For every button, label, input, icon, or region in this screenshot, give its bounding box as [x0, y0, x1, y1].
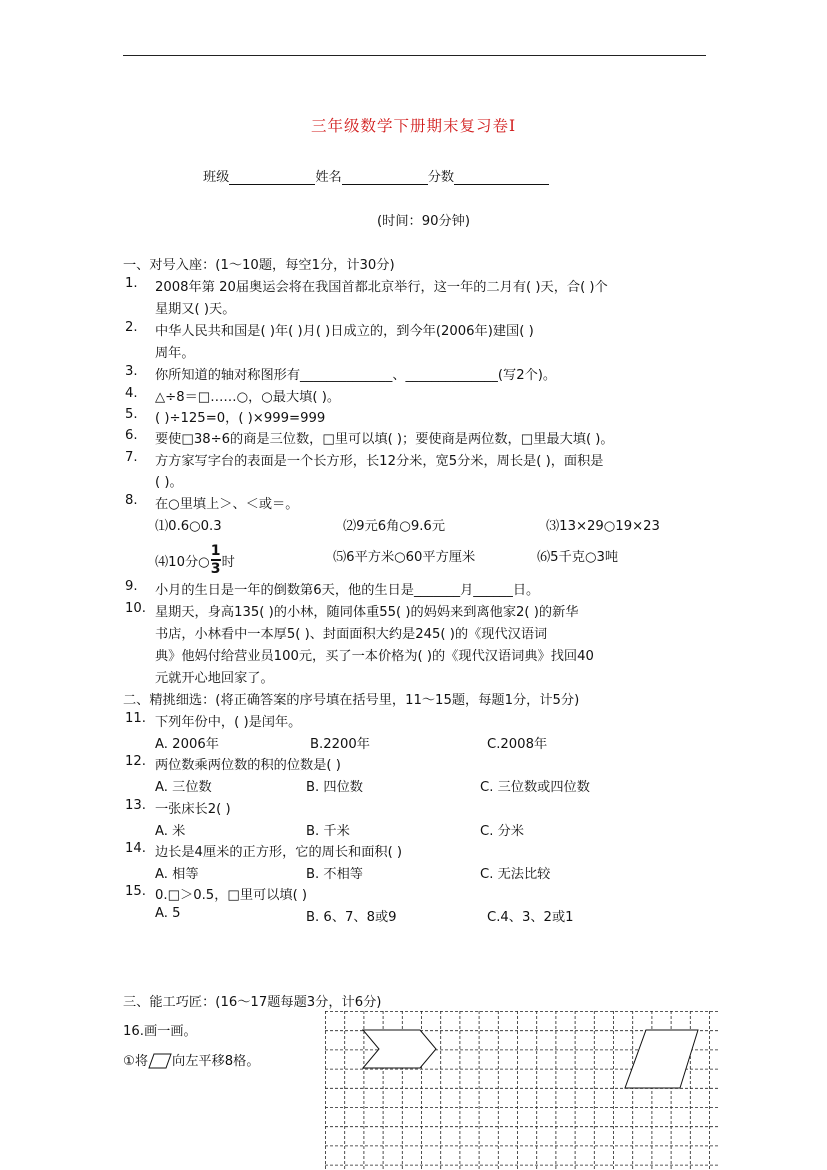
- q11-option-b: B.2200年: [310, 737, 370, 752]
- q8-item-6: ⑹5千克○3吨: [537, 550, 619, 565]
- score-blank[interactable]: [454, 168, 549, 185]
- student-info: [203, 166, 549, 185]
- q8-item-4-unit: 时: [221, 554, 235, 570]
- q8-item-4-text: ⑷10分○: [155, 554, 210, 570]
- header-rule: [123, 55, 706, 56]
- q-number: 8.: [125, 493, 138, 508]
- section2-header: 二、精挑细选：(将正确答案的序号填在括号里，11～15题，每题1分，计5分): [123, 693, 580, 708]
- q13-option-a: A. 米: [155, 824, 186, 839]
- q16-instruction-prefix: ①将: [123, 1054, 149, 1069]
- q8-item-1: ⑴0.6○0.3: [155, 519, 222, 534]
- q13-text: 一张床长2( ): [155, 802, 231, 817]
- q14-option-c: C. 无法比较: [480, 867, 551, 882]
- q12-option-a: A. 三位数: [155, 780, 212, 795]
- q11-text: 下列年份中，( )是闰年。: [155, 715, 302, 730]
- q8-item-3: ⑶13×29○19×23: [546, 519, 660, 534]
- parallelogram-shape: [625, 1030, 698, 1088]
- q10-line2: 书店，小林看中一本厚5( )、封面面积大约是245( )的《现代汉语词: [155, 627, 548, 642]
- q1-line2: 星期又( )天。: [155, 302, 236, 317]
- q3-text: 你所知道的轴对称图形有______________、______________(写2个)。: [155, 368, 557, 383]
- section3-header: 三、能工巧匠：(16～17题每题3分，计6分): [123, 995, 382, 1010]
- page-title: 三年级数学下册期末复习卷Ⅰ: [310, 117, 517, 135]
- name-blank[interactable]: [342, 168, 428, 185]
- q14-text: 边长是4厘米的正方形，它的周长和面积( ): [155, 845, 403, 860]
- q14-option-a: A. 相等: [155, 867, 199, 882]
- q10-line4: 元就开心地回家了。: [155, 671, 274, 686]
- q14-option-b: B. 不相等: [306, 867, 363, 882]
- q8-item-5: ⑸6平方米○60平方厘米: [333, 550, 476, 565]
- q15-option-c: C.4、3、2或1: [487, 910, 574, 925]
- q11-option-c: C.2008年: [487, 737, 548, 752]
- q13-option-c: C. 分米: [480, 824, 524, 839]
- q-number: 9.: [125, 579, 138, 594]
- q7-line2: ( )。: [155, 475, 183, 490]
- q-number: 7.: [125, 450, 138, 465]
- q11-option-a: A. 2006年: [155, 737, 219, 752]
- q-number: 3.: [125, 364, 138, 379]
- q10-line1: 星期天，身高135( )的小林，随同体重55( )的妈妈来到离他家2( )的新华: [155, 605, 579, 620]
- time-limit: (时间：90分钟): [377, 214, 471, 229]
- q-number: 13.: [125, 798, 146, 813]
- q-number: 14.: [125, 841, 146, 856]
- q5-text: ( )÷125=0，( )×999=999: [155, 411, 326, 426]
- q-number: 6.: [125, 428, 138, 443]
- q15-text: 0.□＞0.5，□里可以填( ): [155, 888, 308, 903]
- q16-instruction-suffix: 向左平移8格。: [172, 1054, 260, 1069]
- class-blank[interactable]: [229, 168, 315, 185]
- q12-option-c: C. 三位数或四位数: [480, 780, 590, 795]
- q8-text: 在○里填上＞、＜或＝。: [155, 497, 299, 512]
- q-number: 5.: [125, 407, 138, 422]
- parallelogram-icon: [148, 1053, 172, 1069]
- q1-line1: 2008年第 20届奥运会将在我国首都北京举行，这一年的二月有( )天，合( )个: [155, 280, 608, 295]
- q9-text: 小月的生日是一年的倒数第6天，他的生日是_______月______日。: [155, 583, 540, 598]
- score-label: 分数: [427, 170, 455, 185]
- fraction-denominator: 3: [210, 560, 221, 577]
- section1-header: 一、对号入座：(1～10题，每空1分，计30分): [123, 258, 395, 273]
- name-label: 姓名: [315, 170, 342, 185]
- q7-line1: 方方家写字台的表面是一个长方形，长12分米，宽5分米，周长是( )，面积是: [155, 454, 604, 469]
- q15-option-b: B. 6、7、8或9: [306, 910, 397, 925]
- q12-text: 两位数乘两位数的积的位数是( ): [155, 758, 341, 773]
- fraction-numerator: 1: [210, 543, 221, 559]
- q2-line1: 中华人民共和国是( )年( )月( )日成立的，到今年(2006年)建国( ): [155, 324, 534, 339]
- q-number: 1.: [125, 276, 138, 291]
- q10-line3: 典》他妈付给营业员100元，买了一本价格为( )的《现代汉语词典》找回40: [155, 649, 594, 664]
- q15-option-a: A. 5: [155, 906, 181, 921]
- q-number: 2.: [125, 320, 138, 335]
- arrow-shape: [363, 1030, 436, 1068]
- q-number: 12.: [125, 754, 146, 769]
- q-number: 4.: [125, 386, 138, 401]
- q2-line2: 周年。: [155, 346, 195, 361]
- q6-text: 要使□38÷6的商是三位数，□里可以填( )；要使商是两位数，□里最大填( )。: [155, 432, 614, 447]
- q8-item-4: [155, 543, 235, 578]
- q16-instruction: [123, 1050, 260, 1069]
- drawing-grid[interactable]: [325, 1011, 719, 1170]
- q12-option-b: B. 四位数: [306, 780, 363, 795]
- q8-item-2: ⑵9元6角○9.6元: [343, 519, 446, 534]
- q-number: 15.: [125, 884, 146, 899]
- class-label: 班级: [203, 170, 230, 185]
- q-number: 10.: [125, 601, 146, 616]
- q4-text: △÷8＝□……○，○最大填( )。: [155, 390, 341, 405]
- q16-text: 16.画一画。: [123, 1024, 197, 1039]
- fraction-one-third: [211, 544, 221, 576]
- q13-option-b: B. 千米: [306, 824, 350, 839]
- q-number: 11.: [125, 711, 146, 726]
